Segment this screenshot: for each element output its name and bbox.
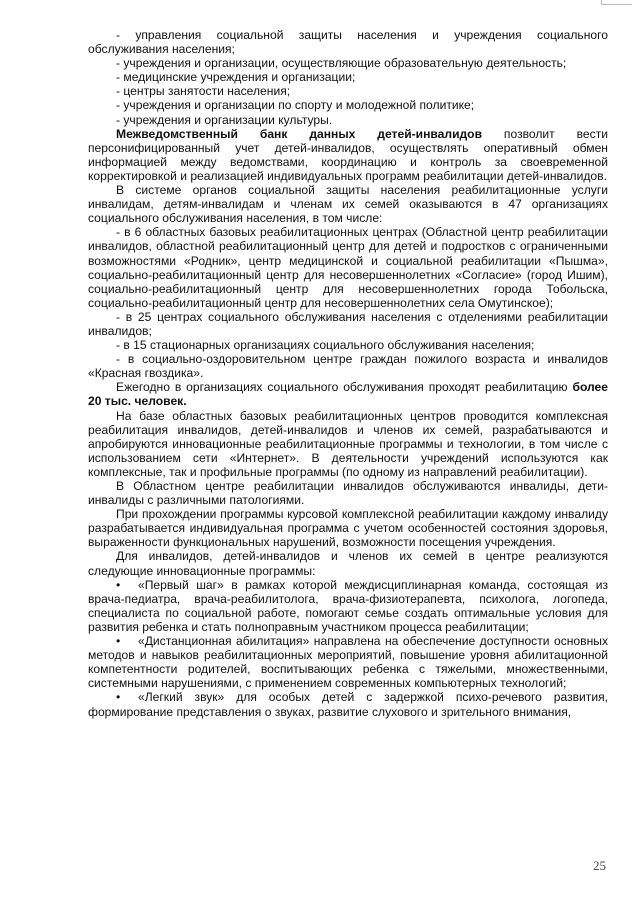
page-number: 25 bbox=[593, 858, 606, 873]
list-item: - в социально-оздоровительном центре граждан пожилого возраста и инвалидов «Красная гвоздика». bbox=[88, 352, 608, 381]
bullet-text: «Первый шаг» в рамках которой междисциплинарная команда, состоящая из врача-педиатра, врача-реабилитолога, врача-физиотерапевта, психолога, логопеда, специалиста по социальной работе, помогают семье создать оптимальные условия для развития ребенка и стать полноправным участником процесса реабилитации; bbox=[88, 577, 608, 634]
bullet-item bbox=[88, 690, 608, 718]
list-item: - учреждения и организации, осуществляющие образовательную деятельность; bbox=[116, 56, 567, 71]
list-item: - медицинские учреждения и организации; bbox=[116, 70, 356, 85]
yearly-count: более 20 тыс. человек. bbox=[88, 380, 608, 409]
bullet-mark: • bbox=[116, 577, 121, 592]
yearly-text: Ежегодно в организациях социального обслуживания проходят реабилитацию bbox=[116, 380, 573, 395]
bullet-mark: • bbox=[116, 634, 121, 649]
paragraph-system: В системе органов социальной защиты населения реабилитационные услуги инвалидам, детям-инвалидам и членам их семей оказываются в 47 организациях социального обслуживания населения, в том числе: bbox=[88, 183, 608, 226]
paragraph-base-centers: На базе областных базовых реабилитационных центров проводится комплексная реабилитация инвалидов, детей-инвалидов и членов их семей, разрабатываются и апробируются инновационные реабилитационные программы и технологии, в том числе с использованием сети «Интернет». В деятельности учреждений используются как комплексные, так и профильные программы (по одному из направлений реабилитации). bbox=[88, 408, 608, 479]
list-item: - учреждения и организации культуры. bbox=[116, 112, 333, 127]
bullet-item bbox=[88, 578, 608, 634]
bullet-text: «Легкий звук» для особых детей с задержкой психо-речевого развития, формирование представления о звуках, развитие слухового и зрительного внимания, bbox=[88, 690, 608, 719]
bullet-mark: • bbox=[116, 690, 121, 705]
paragraph-program: При прохождении программы курсовой комплексной реабилитации каждому инвалиду разрабатывается индивидуальная программа с учетом особенностей состояния здоровья, выраженности функциональных нарушений, возможности посещения учреждения. bbox=[88, 507, 608, 550]
paragraph-innovations: Для инвалидов, детей-инвалидов и членов их семей в центре реализуются следующие инновационные программы: bbox=[88, 549, 608, 578]
list-item: - в 15 стационарных организациях социального обслуживания населения; bbox=[116, 338, 535, 353]
bank-text: позволит вести персонифицированный учет детей-инвалидов, осуществлять оперативный обмен информацией между ведомствами, координацию и контроль за своевременной корректировкой и реализацией индивидуальных программ реабилитации детей-инвалидов. bbox=[88, 126, 608, 183]
document-body bbox=[88, 28, 608, 719]
page-corner-mark bbox=[601, 0, 632, 5]
bullet-item bbox=[88, 634, 608, 690]
bullet-text: «Дистанционная абилитация» направлена на обеспечение доступности основных методов и навыков реабилитационных мероприятий, повышение уровня абилитационной компетентности родителей, воспитывающих ребенка с тяжелыми, множественными, системными нарушениями, с применением современных компьютерных технологий; bbox=[88, 634, 608, 691]
paragraph-bank bbox=[88, 127, 608, 183]
paragraph-yearly bbox=[88, 380, 608, 408]
paragraph-regional-center: В Областном центре реабилитации инвалидов обслуживаются инвалиды, дети-инвалиды с различными патологиями. bbox=[88, 479, 608, 508]
list-item: - учреждения и организации по спорту и молодежной политике; bbox=[116, 98, 475, 113]
list-item: - центры занятости населения; bbox=[116, 84, 291, 99]
list-item: - в 6 областных базовых реабилитационных центрах (Областной центр реабилитации инвалидов, областной реабилитационный центр для детей и подростков с ограниченными возможностями «Родник», центр медицинской и социальной реабилитации «Пышма», социально-реабилитационный центр для несовершеннолетних «Согласие» (город Ишим), социально-реабилитационный центр для несовершеннолетних города Тобольска, социально-реабилитационный центр для несовершеннолетних села Омутинское); bbox=[88, 225, 608, 310]
list-item: - в 25 центрах социального обслуживания населения с отделениями реабилитации инвалидов; bbox=[88, 309, 608, 338]
list-item: - управления социальной защиты населения и учреждения социального обслуживания населения; bbox=[88, 28, 608, 57]
bank-title: Межведомственный банк данных детей-инвалидов bbox=[116, 126, 483, 141]
